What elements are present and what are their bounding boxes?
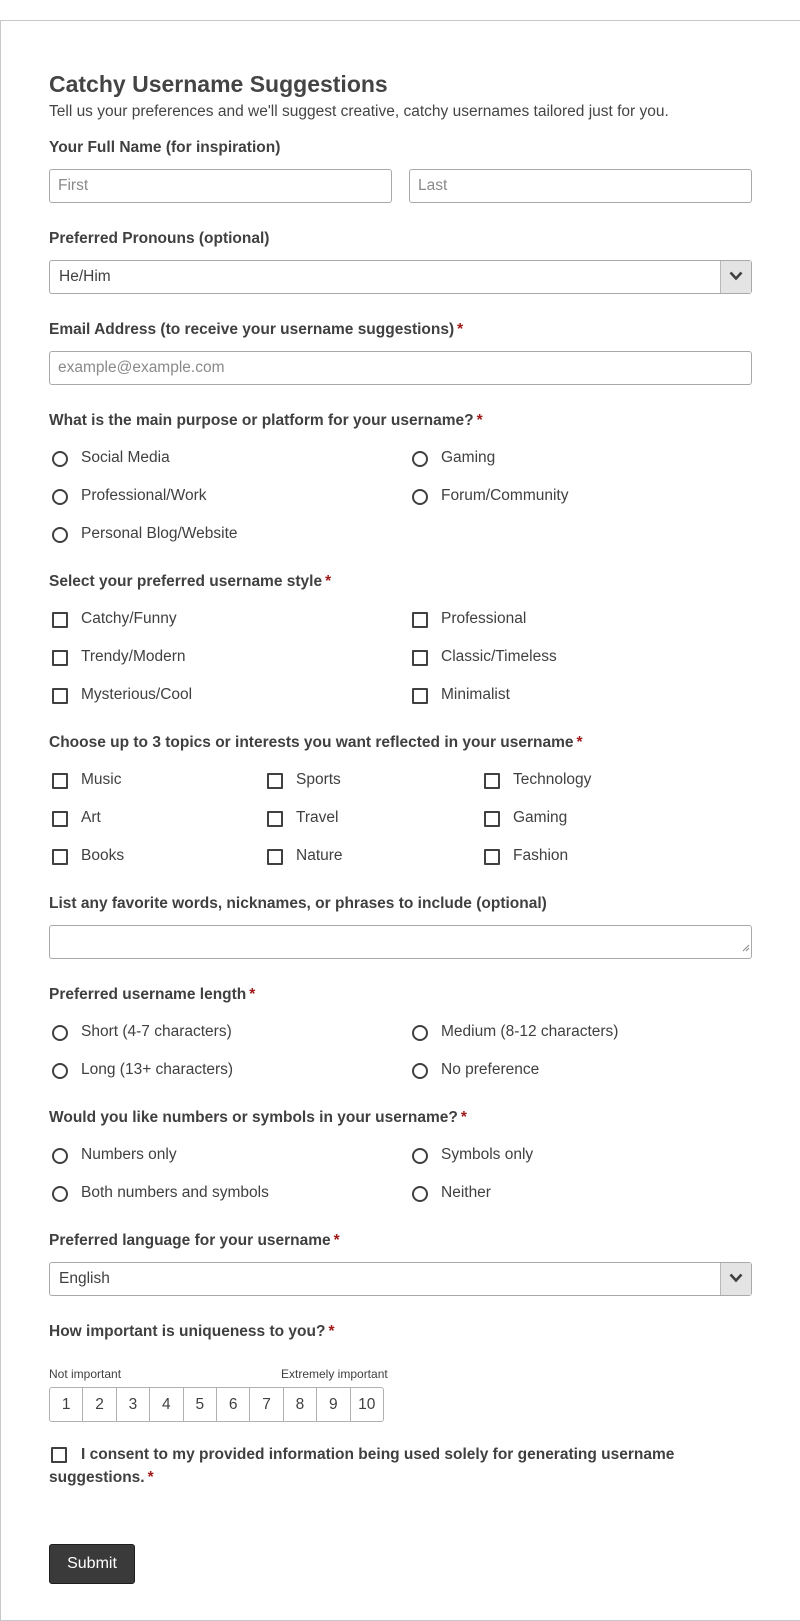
favorites-label: List any favorite words, nicknames, or phrases to include (optional) <box>49 895 547 912</box>
uniqueness-label: How important is uniqueness to you? * <box>49 1323 335 1340</box>
topics-label: Choose up to 3 topics or interests you want reflected in your username * <box>49 734 583 751</box>
radio-button[interactable] <box>412 1148 428 1164</box>
form-subtitle: Tell us your preferences and we'll suggest creative, catchy usernames tailored just for you. <box>49 103 669 120</box>
checkbox[interactable] <box>267 811 283 827</box>
checkbox[interactable] <box>52 811 68 827</box>
last-name-input[interactable] <box>409 169 752 203</box>
radio-button[interactable] <box>52 1063 68 1079</box>
radio-button[interactable] <box>52 1148 68 1164</box>
email-input[interactable] <box>49 351 752 385</box>
pronouns-selected-value: He/Him <box>59 268 111 285</box>
checkbox[interactable] <box>412 650 428 666</box>
scale-option-9[interactable]: 9 <box>316 1387 350 1422</box>
radio-button[interactable] <box>52 451 68 467</box>
consent-text: I consent to my provided information being used solely for generating username suggestions. * <box>49 1446 675 1486</box>
uniqueness-scale <box>49 1387 384 1422</box>
scale-option-3[interactable]: 3 <box>116 1387 150 1422</box>
radio-button[interactable] <box>52 489 68 505</box>
length-label: Preferred username length * <box>49 986 256 1003</box>
checkbox[interactable] <box>484 811 500 827</box>
radio-button[interactable] <box>52 527 68 543</box>
form-title: Catchy Username Suggestions <box>49 71 388 97</box>
checkbox[interactable] <box>52 650 68 666</box>
radio-button[interactable] <box>412 489 428 505</box>
checkbox[interactable] <box>267 849 283 865</box>
consent-checkbox[interactable] <box>51 1447 67 1463</box>
checkbox[interactable] <box>484 773 500 789</box>
scale-option-5[interactable]: 5 <box>183 1387 217 1422</box>
language-label: Preferred language for your username * <box>49 1232 340 1249</box>
resize-grip-icon[interactable] <box>742 939 750 957</box>
radio-button[interactable] <box>412 451 428 467</box>
favorites-textarea[interactable] <box>49 925 752 959</box>
checkbox[interactable] <box>412 688 428 704</box>
scale-option-4[interactable]: 4 <box>149 1387 183 1422</box>
purpose-label: What is the main purpose or platform for your username? * <box>49 412 483 429</box>
checkbox[interactable] <box>52 773 68 789</box>
checkbox[interactable] <box>52 688 68 704</box>
scale-option-8[interactable]: 8 <box>283 1387 317 1422</box>
radio-button[interactable] <box>412 1186 428 1202</box>
radio-button[interactable] <box>52 1186 68 1202</box>
radio-button[interactable] <box>412 1063 428 1079</box>
scale-high-label: Extremely important <box>281 1367 388 1381</box>
checkbox[interactable] <box>52 849 68 865</box>
language-selected-value: English <box>59 1270 110 1287</box>
scale-low-label: Not important <box>49 1367 122 1381</box>
form-card: Catchy Username Suggestions Tell us your preferences and we'll suggest creative, catchy usernames tailored just for you. Your Full Name (for inspiration) First Last Preferred Pronouns (optional) He/Him Email Address (to receive your username suggestions) * example@example.com What is the main purpose or platform for your username? * Social Media Gaming Professional/Work Forum/Community Personal Blog/Website Select your preferred username style * Catchy/Funny Professional Trendy/Modern Classic/Timeless Mysterious/Cool Minimalist Choose up to 3 topics or interests you want reflected in your username * Music Sports Technology Art Travel Gaming Books Nature Fashion List any favorite words, nicknames, or phrases to include (optional) Preferred username length * Short (4-7 characters) Medium (8-12 characters) Long (13+ characters) No preference Would you like numbers or symbols in your username? * Numbers only Symbols only Both numbers and symbols Neither Preferred language for your username * English How important is uniqueness to you? * Not important Extremely important 1 2 3 4 5 6 7 8 9 10 I consent to my provided information being used solely for generating username suggestions. * Submit <box>0 20 800 1621</box>
full-name-label: Your Full Name (for inspiration) <box>49 139 281 156</box>
scale-option-7[interactable]: 7 <box>249 1387 283 1422</box>
submit-button[interactable]: Submit <box>49 1544 135 1584</box>
checkbox[interactable] <box>52 612 68 628</box>
scale-option-6[interactable]: 6 <box>216 1387 250 1422</box>
style-label: Select your preferred username style * <box>49 573 332 590</box>
numbers-symbols-label: Would you like numbers or symbols in your username? * <box>49 1109 467 1126</box>
first-name-input[interactable] <box>49 169 392 203</box>
pronouns-label: Preferred Pronouns (optional) <box>49 230 270 247</box>
chevron-down-icon[interactable] <box>720 1263 751 1295</box>
radio-button[interactable] <box>52 1025 68 1041</box>
pronouns-select[interactable] <box>49 260 752 294</box>
email-label: Email Address (to receive your username suggestions) * <box>49 321 464 338</box>
language-select[interactable] <box>49 1262 752 1296</box>
checkbox[interactable] <box>412 612 428 628</box>
radio-button[interactable] <box>412 1025 428 1041</box>
consent-option[interactable] <box>49 1443 749 1489</box>
scale-option-10[interactable]: 10 <box>350 1387 384 1422</box>
checkbox[interactable] <box>484 849 500 865</box>
checkbox[interactable] <box>267 773 283 789</box>
scale-option-2[interactable]: 2 <box>82 1387 116 1422</box>
scale-option-1[interactable]: 1 <box>49 1387 83 1422</box>
chevron-down-icon[interactable] <box>720 261 751 293</box>
